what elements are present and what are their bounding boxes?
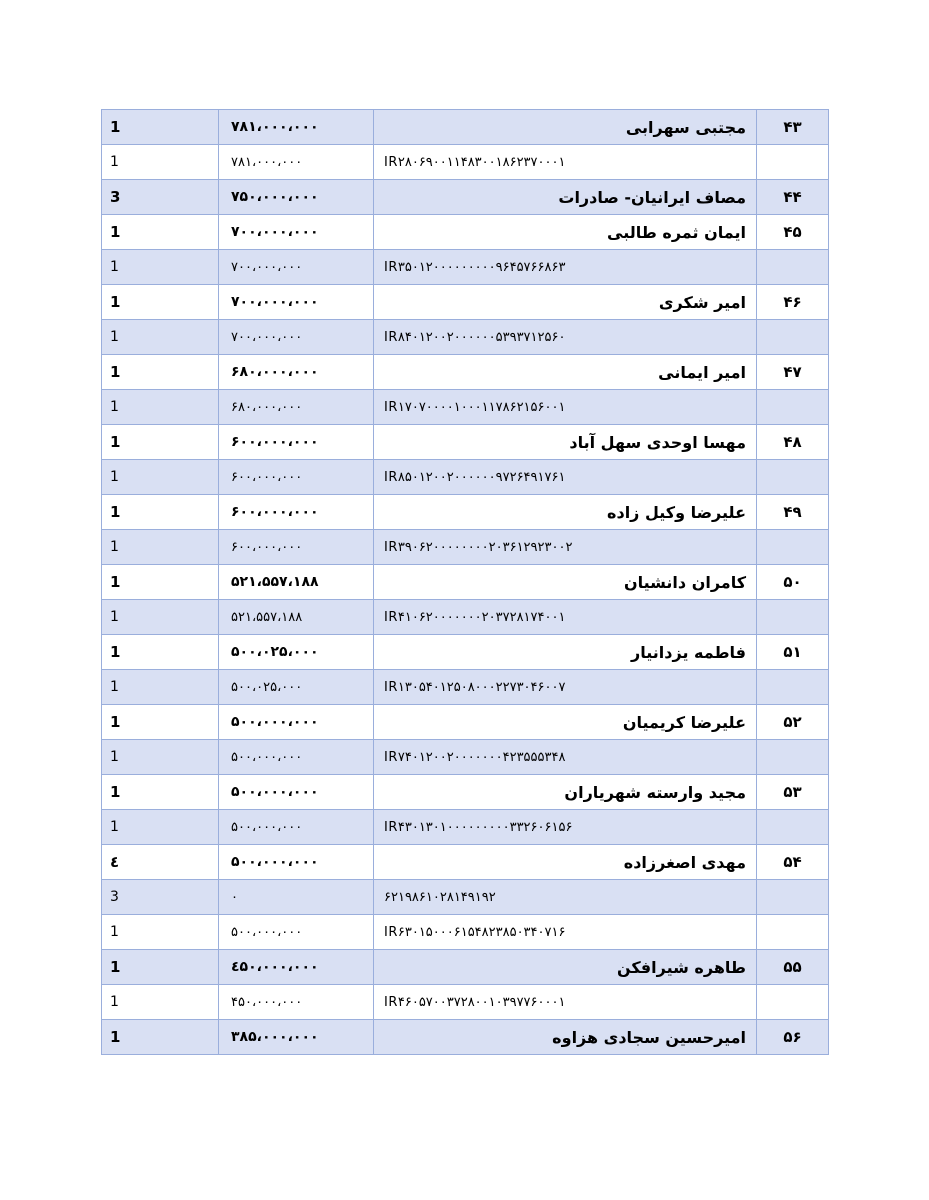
table-row-person	[102, 215, 829, 250]
account-cell: IR۶۳۰۱۵۰۰۰۶۱۵۴۸۲۳۸۵۰۳۴۰۷۱۶	[374, 915, 757, 950]
count-cell: 1	[102, 915, 219, 950]
index-cell	[757, 250, 829, 285]
index-cell: ۵۴	[757, 845, 829, 880]
table-row-account	[102, 915, 829, 950]
index-cell	[757, 600, 829, 635]
amount-cell: ۵۰۰،۰۰۰،۰۰۰	[219, 775, 374, 810]
name-cell: ایمان ثمره طالبی	[374, 215, 757, 250]
amount-cell: ۷۰۰،۰۰۰،۰۰۰	[219, 215, 374, 250]
amount-cell: ۷۸۱،۰۰۰،۰۰۰	[219, 145, 374, 180]
account-cell: IR۴۳۰۱۳۰۱۰۰۰۰۰۰۰۰۰۳۳۲۶۰۶۱۵۶	[374, 810, 757, 845]
count-cell: 1	[102, 810, 219, 845]
name-cell: مصاف ایرانیان- صادرات	[374, 180, 757, 215]
index-cell	[757, 810, 829, 845]
account-cell: IR۱۳۰۵۴۰۱۲۵۰۸۰۰۰۲۲۷۳۰۴۶۰۰۷	[374, 670, 757, 705]
count-cell: 1	[102, 355, 219, 390]
count-cell: 1	[102, 740, 219, 775]
name-cell: مهسا اوحدی سهل آباد	[374, 425, 757, 460]
index-cell	[757, 740, 829, 775]
table-row-person	[102, 565, 829, 600]
table-row-account	[102, 810, 829, 845]
amount-cell: ۵۰۰،۰۰۰،۰۰۰	[219, 845, 374, 880]
amount-cell: ۰	[219, 880, 374, 915]
amount-cell: ۵۰۰،۰۲۵،۰۰۰	[219, 635, 374, 670]
index-cell	[757, 390, 829, 425]
count-cell: 1	[102, 565, 219, 600]
account-cell: IR۸۵۰۱۲۰۰۲۰۰۰۰۰۰۹۷۲۶۴۹۱۷۶۱	[374, 460, 757, 495]
name-cell: امیر ایمانی	[374, 355, 757, 390]
count-cell: 1	[102, 950, 219, 985]
table-row-person	[102, 110, 829, 145]
table-row-person	[102, 355, 829, 390]
index-cell: ۴۵	[757, 215, 829, 250]
name-cell: مجید وارسته شهریاران	[374, 775, 757, 810]
table-row-account	[102, 390, 829, 425]
index-cell: ۵۱	[757, 635, 829, 670]
table-row-person	[102, 635, 829, 670]
amount-cell: ۷۵۰،۰۰۰،۰۰۰	[219, 180, 374, 215]
amount-cell: ۴۵۰،۰۰۰،۰۰۰	[219, 985, 374, 1020]
amount-cell: ۵۲۱،۵۵۷،۱۸۸	[219, 600, 374, 635]
count-cell: 1	[102, 600, 219, 635]
amount-cell: ۵۰۰،۰۰۰،۰۰۰	[219, 810, 374, 845]
index-cell	[757, 530, 829, 565]
index-cell	[757, 880, 829, 915]
count-cell: 1	[102, 215, 219, 250]
count-cell: 3	[102, 880, 219, 915]
name-cell: علیرضا وکیل زاده	[374, 495, 757, 530]
table-row-account	[102, 250, 829, 285]
index-cell: ۴۹	[757, 495, 829, 530]
name-cell: مهدی اصغرزاده	[374, 845, 757, 880]
table-row-account	[102, 320, 829, 355]
table-row-account	[102, 530, 829, 565]
index-cell: ۵۳	[757, 775, 829, 810]
count-cell: 1	[102, 985, 219, 1020]
count-cell: 1	[102, 705, 219, 740]
amount-cell: ۷۰۰،۰۰۰،۰۰۰	[219, 285, 374, 320]
count-cell: 1	[102, 1020, 219, 1055]
amount-cell: ۳۸۵،۰۰۰،۰۰۰	[219, 1020, 374, 1055]
amount-cell: ۵۰۰،۰۰۰،۰۰۰	[219, 705, 374, 740]
account-cell: IR۳۹۰۶۲۰۰۰۰۰۰۰۰۲۰۳۶۱۲۹۲۳۰۰۲	[374, 530, 757, 565]
amount-cell: ۵۰۰،۰۰۰،۰۰۰	[219, 915, 374, 950]
transfers-table	[101, 109, 829, 1055]
table-row-person	[102, 950, 829, 985]
table-row-account	[102, 460, 829, 495]
name-cell: مجتبی سهرابی	[374, 110, 757, 145]
table-row-account	[102, 600, 829, 635]
count-cell: 1	[102, 145, 219, 180]
amount-cell: ۵۰۰،۰۲۵،۰۰۰	[219, 670, 374, 705]
count-cell: 1	[102, 390, 219, 425]
amount-cell: ٤۵۰،۰۰۰،۰۰۰	[219, 950, 374, 985]
count-cell: 1	[102, 110, 219, 145]
index-cell: ۴۸	[757, 425, 829, 460]
index-cell: ۴۷	[757, 355, 829, 390]
table-row-person	[102, 845, 829, 880]
count-cell: 1	[102, 285, 219, 320]
account-cell: IR۳۵۰۱۲۰۰۰۰۰۰۰۰۰۹۶۴۵۷۶۶۸۶۳	[374, 250, 757, 285]
amount-cell: ۶۸۰،۰۰۰،۰۰۰	[219, 355, 374, 390]
amount-cell: ۷۸۱،۰۰۰،۰۰۰	[219, 110, 374, 145]
account-cell: IR۴۶۰۵۷۰۰۳۷۲۸۰۰۱۰۳۹۷۷۶۰۰۰۱	[374, 985, 757, 1020]
account-cell: IR۷۴۰۱۲۰۰۲۰۰۰۰۰۰۰۴۲۳۵۵۵۳۴۸	[374, 740, 757, 775]
table-row-account	[102, 740, 829, 775]
transfers-table-body	[102, 110, 829, 1055]
index-cell: ۵۵	[757, 950, 829, 985]
count-cell: 1	[102, 425, 219, 460]
amount-cell: ۶۰۰،۰۰۰،۰۰۰	[219, 495, 374, 530]
account-cell: IR۴۱۰۶۲۰۰۰۰۰۰۰۲۰۳۷۲۸۱۷۴۰۰۱	[374, 600, 757, 635]
name-cell: کامران دانشیان	[374, 565, 757, 600]
index-cell	[757, 915, 829, 950]
account-cell: IR۱۷۰۷۰۰۰۰۱۰۰۰۱۱۷۸۶۲۱۵۶۰۰۱	[374, 390, 757, 425]
index-cell: ۴۴	[757, 180, 829, 215]
name-cell: طاهره شیرافکن	[374, 950, 757, 985]
table-row-person	[102, 180, 829, 215]
account-cell: IR۲۸۰۶۹۰۰۱۱۴۸۳۰۰۱۸۶۲۳۷۰۰۰۱	[374, 145, 757, 180]
count-cell: ٤	[102, 845, 219, 880]
table-row-person	[102, 425, 829, 460]
name-cell: علیرضا کریمیان	[374, 705, 757, 740]
amount-cell: ۵۰۰،۰۰۰،۰۰۰	[219, 740, 374, 775]
index-cell: ۵۰	[757, 565, 829, 600]
count-cell: 1	[102, 635, 219, 670]
count-cell: 1	[102, 495, 219, 530]
index-cell: ۵۲	[757, 705, 829, 740]
name-cell: امیرحسین سجادی هزاوه	[374, 1020, 757, 1055]
count-cell: 3	[102, 180, 219, 215]
index-cell	[757, 670, 829, 705]
index-cell	[757, 320, 829, 355]
table-row-person	[102, 495, 829, 530]
amount-cell: ۶۰۰،۰۰۰،۰۰۰	[219, 460, 374, 495]
index-cell	[757, 985, 829, 1020]
count-cell: 1	[102, 460, 219, 495]
count-cell: 1	[102, 320, 219, 355]
table-row-account	[102, 670, 829, 705]
count-cell: 1	[102, 530, 219, 565]
amount-cell: ۶۰۰،۰۰۰،۰۰۰	[219, 425, 374, 460]
index-cell: ۴۶	[757, 285, 829, 320]
amount-cell: ۵۲۱،۵۵۷،۱۸۸	[219, 565, 374, 600]
table-row-person	[102, 705, 829, 740]
table-row-person	[102, 285, 829, 320]
amount-cell: ۷۰۰،۰۰۰،۰۰۰	[219, 250, 374, 285]
account-cell: ۶۲۱۹۸۶۱۰۲۸۱۴۹۱۹۲	[374, 880, 757, 915]
count-cell: 1	[102, 775, 219, 810]
table-row-person	[102, 775, 829, 810]
amount-cell: ۶۰۰،۰۰۰،۰۰۰	[219, 530, 374, 565]
amount-cell: ۶۸۰،۰۰۰،۰۰۰	[219, 390, 374, 425]
index-cell	[757, 460, 829, 495]
table-row-account	[102, 985, 829, 1020]
count-cell: 1	[102, 250, 219, 285]
index-cell: ۵۶	[757, 1020, 829, 1055]
amount-cell: ۷۰۰،۰۰۰،۰۰۰	[219, 320, 374, 355]
table-row-account	[102, 880, 829, 915]
account-cell: IR۸۴۰۱۲۰۰۲۰۰۰۰۰۰۵۳۹۳۷۱۲۵۶۰	[374, 320, 757, 355]
index-cell: ۴۳	[757, 110, 829, 145]
count-cell: 1	[102, 670, 219, 705]
name-cell: فاطمه یزدانیار	[374, 635, 757, 670]
name-cell: امیر شکری	[374, 285, 757, 320]
table-row-person	[102, 1020, 829, 1055]
table-row-account	[102, 145, 829, 180]
index-cell	[757, 145, 829, 180]
